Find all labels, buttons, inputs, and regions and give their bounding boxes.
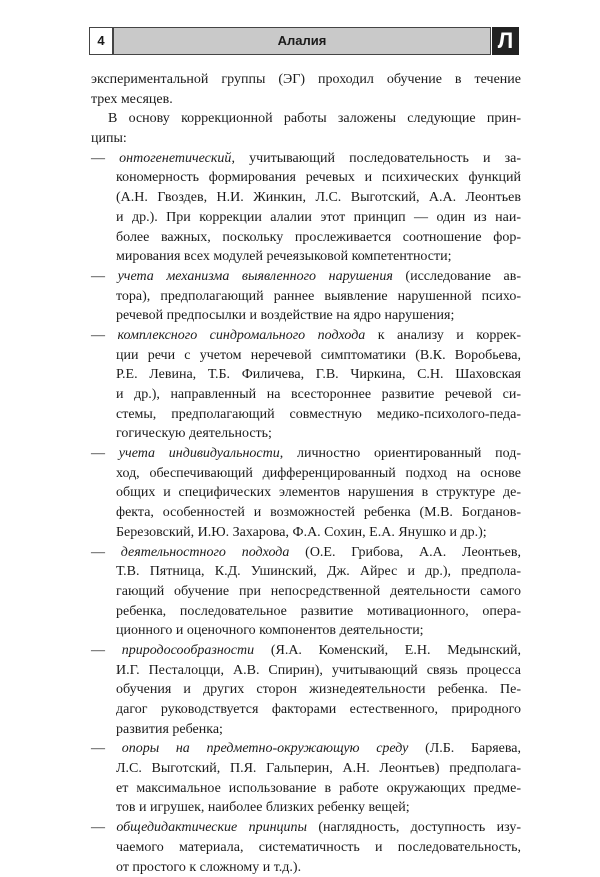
text-line: [91, 365, 521, 385]
principle-term: природосообразности: [122, 643, 254, 658]
text-run: ет максимальное использование в работе окружающих предме-: [116, 781, 521, 796]
text-run: —: [91, 741, 122, 756]
text-line: [91, 464, 521, 484]
text-line: [91, 818, 521, 838]
principle-term: учета механизма выявленного нарушения: [118, 269, 393, 284]
text-run: —: [91, 545, 121, 560]
text-line: [91, 739, 521, 759]
text-run: стемы, предполагающий совместную медико-психолого-педа-: [116, 407, 521, 422]
text-line: [91, 661, 521, 681]
text-run: (А.Н. Гвоздев, Н.И. Жинкин, Л.С. Выготский, А.А. Леонтьев: [116, 190, 521, 205]
text-run: фекта, особенностей и возможностей ребенка (М.В. Богданов-: [116, 505, 521, 520]
text-line: [91, 306, 521, 326]
text-run: (Я.А. Коменский, Е.Н. Медынский,: [254, 643, 521, 658]
text-line: [91, 70, 521, 90]
body-text: [91, 70, 521, 877]
text-run: ции речи с учетом неречевой симптоматики (В.К. Воробьева,: [116, 348, 521, 363]
text-run: речевой предпосылки и воздействие на ядро нарушения;: [116, 308, 454, 323]
text-run: Т.В. Пятница, К.Д. Ушинский, Дж. Айрес и др.), предпола-: [116, 564, 521, 579]
principle-term: опоры на предметно-окружающую среду: [122, 741, 409, 756]
text-line: [91, 385, 521, 405]
page-header: [89, 27, 519, 55]
text-run: ребенка, последовательное развитие мотивационного, опера-: [116, 604, 521, 619]
text-run: от простого к сложному и т.д.).: [116, 860, 301, 875]
text-line: [91, 326, 521, 346]
text-line: [91, 562, 521, 582]
text-run: и др.). При коррекции алалии этот принцип — один из наи-: [116, 210, 521, 225]
text-run: Л.С. Выготский, П.Я. Гальперин, А.Н. Леонтьев) предполага-: [116, 761, 521, 776]
text-run: ципы:: [91, 131, 127, 146]
text-run: кономерность формирования речевых и психических функций: [116, 170, 521, 185]
text-line: [91, 247, 521, 267]
text-run: —: [91, 269, 118, 284]
text-line: [91, 680, 521, 700]
text-line: [91, 641, 521, 661]
page-number: 4: [89, 27, 113, 55]
text-run: мирования всех модулей речеязыковой компетентности;: [116, 249, 452, 264]
text-line: [91, 346, 521, 366]
text-line: [91, 405, 521, 425]
text-line: [91, 858, 521, 877]
text-run: —: [91, 446, 119, 461]
text-line: [91, 602, 521, 622]
text-line: [91, 720, 521, 740]
text-run: —: [91, 151, 119, 166]
text-run: , личностно ориентированный под-: [280, 446, 521, 461]
text-run: обучения и других сторон жизнедеятельности ребенка. Пе-: [116, 682, 521, 697]
text-run: и др.), направленный на всестороннее развитие речевой си-: [116, 387, 521, 402]
running-title: Алалия: [113, 27, 491, 55]
text-line: [91, 168, 521, 188]
principle-term: комплексного синдромального подхода: [117, 328, 365, 343]
text-line: [91, 759, 521, 779]
text-line: [91, 287, 521, 307]
text-run: ход, обеспечивающий дифференцированный подход на основе: [116, 466, 521, 481]
text-run: —: [91, 328, 117, 343]
text-run: В основу коррекционной работы заложены следующие прин-: [108, 111, 521, 126]
text-line: [91, 109, 521, 129]
text-run: дагог руководствуется факторами естественного, природного: [116, 702, 521, 717]
text-line: [91, 838, 521, 858]
text-run: гающий обучение при непосредственной деятельности самого: [116, 584, 521, 599]
text-run: развития ребенка;: [116, 722, 223, 737]
text-run: к анализу и коррек-: [365, 328, 521, 343]
principle-term: деятельностного подхода: [121, 545, 290, 560]
text-line: [91, 621, 521, 641]
text-run: (наглядность, доступность изу-: [307, 820, 521, 835]
text-line: [91, 188, 521, 208]
text-run: , учитывающий последовательность и за-: [231, 151, 521, 166]
principle-term: общедидактические принципы: [116, 820, 307, 835]
text-line: [91, 149, 521, 169]
text-line: [91, 700, 521, 720]
text-run: —: [91, 643, 122, 658]
text-run: более важных, поскольку прослеживается соотношение фор-: [116, 230, 521, 245]
text-line: [91, 483, 521, 503]
text-run: И.Г. Песталоцци, А.В. Спирин), учитывающий связь процесса: [116, 663, 521, 678]
text-run: ционного и оценочного компонентов деятельности;: [116, 623, 424, 638]
principle-term: учета индивидуальности: [119, 446, 280, 461]
text-run: Р.Е. Левина, Т.Б. Филичева, Г.В. Чиркина, С.Н. Шаховская: [116, 367, 521, 382]
text-run: общих и специфических элементов нарушения в структуре де-: [116, 485, 521, 500]
text-run: (исследование ав-: [393, 269, 521, 284]
text-line: [91, 582, 521, 602]
principle-term: онтогенетический: [119, 151, 231, 166]
text-run: гогическую деятельность;: [116, 426, 272, 441]
text-line: [91, 228, 521, 248]
section-letter-tab: Л: [492, 27, 519, 55]
text-run: Березовский, И.Ю. Захарова, Ф.А. Сохин, Е.А. Янушко и др.);: [116, 525, 487, 540]
text-run: тов и игрушек, наиболее близких ребенку вещей;: [116, 800, 410, 815]
text-line: [91, 503, 521, 523]
text-line: [91, 444, 521, 464]
text-run: —: [91, 820, 116, 835]
text-run: трех месяцев.: [91, 92, 173, 107]
text-line: [91, 129, 521, 149]
text-run: чаемого материала, систематичность и последовательность,: [116, 840, 521, 855]
text-line: [91, 523, 521, 543]
text-run: (О.Е. Грибова, А.А. Леонтьев,: [289, 545, 521, 560]
text-line: [91, 779, 521, 799]
text-line: [91, 543, 521, 563]
text-run: (Л.Б. Баряева,: [408, 741, 521, 756]
text-line: [91, 798, 521, 818]
text-run: тора), предполагающий раннее выявление нарушенной психо-: [116, 289, 521, 304]
text-run: экспериментальной группы (ЭГ) проходил обучение в течение: [91, 72, 521, 87]
text-line: [91, 267, 521, 287]
text-line: [91, 90, 521, 110]
text-line: [91, 424, 521, 444]
text-line: [91, 208, 521, 228]
